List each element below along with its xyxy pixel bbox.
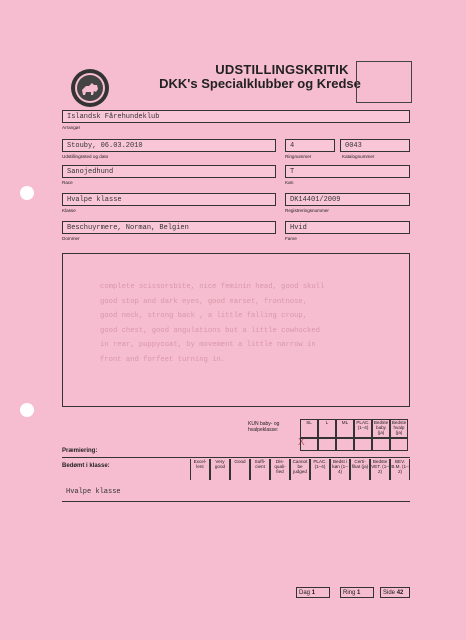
side-label: Side — [383, 590, 396, 596]
punch-hole-top — [20, 186, 34, 200]
kun-col-cell[interactable] — [318, 438, 336, 451]
arrangor-field[interactable]: Islandsk Fårehundeklub — [62, 110, 410, 123]
punch-hole-bottom — [20, 403, 34, 417]
grade-col-header: Cannot be judged — [290, 459, 310, 480]
sted-dato-label: Udstillingssted og dato — [62, 154, 109, 159]
bedomt-label: Bedømt i klasse: — [62, 463, 110, 469]
klasse-field[interactable]: Hvalpe klasse — [62, 193, 276, 206]
kun-mark: X — [298, 437, 305, 448]
grade-col-header: Dis-quali-fied — [270, 459, 290, 480]
kun-col-header: Bedste baby (ja) — [372, 419, 390, 438]
grade-col-header: Very good — [210, 459, 230, 480]
kon-field[interactable]: T — [285, 165, 410, 178]
footer-ring — [340, 587, 374, 598]
kun-col-header: PLAC. (1–4) — [354, 419, 372, 438]
grade-col-header: PLAC. (1–4) — [310, 459, 330, 480]
kun-col-header: SL — [300, 419, 318, 438]
sted-dato-field[interactable]: Stouby, 06.03.2010 — [62, 139, 276, 152]
race-label: Race — [62, 180, 73, 185]
grade-col-header: BEV. B.M. (1–2) — [390, 459, 410, 480]
kun-col-header: ML — [336, 419, 354, 438]
farve-label: Farve — [285, 236, 297, 241]
ring-value: 1 — [357, 590, 361, 596]
kun-col-cell[interactable] — [390, 438, 408, 451]
grade-col-header: Excel-lent — [190, 459, 210, 480]
praemiering-label: Præmiering: — [62, 448, 98, 454]
katalognummer-label: Katalognummer — [342, 154, 375, 159]
ringnummer-label: Ringnummer — [285, 154, 312, 159]
footer-side — [380, 587, 410, 598]
klasse-label: Klasse — [62, 208, 76, 213]
kun-col-cell[interactable] — [372, 438, 390, 451]
dkk-logo-icon — [70, 68, 110, 108]
bedomt-value[interactable]: Hvalpe klasse — [66, 488, 121, 496]
arrangor-label: Arrangør — [62, 125, 81, 130]
ring-label: Ring — [343, 590, 356, 596]
bedomt-line — [62, 501, 410, 502]
kun-col-header: L — [318, 419, 336, 438]
dag-label: Dag — [299, 590, 311, 596]
document-subtitle: DKK's Specialklubber og Kredse — [159, 76, 361, 91]
dag-value: 1 — [311, 590, 316, 596]
kun-col-header: Bedste hvalp (ja) — [390, 419, 408, 438]
grade-col-header: Certi-fikat (ja) — [350, 459, 370, 480]
side-value: 42 — [396, 590, 404, 596]
registrering-field[interactable]: DK14401/2009 — [285, 193, 410, 206]
document-title: UDSTILLINGSKRITIK — [215, 62, 349, 77]
grade-col-header: Bedst i køn (1–4) — [330, 459, 350, 480]
grade-col-header: Suffi-cient — [250, 459, 270, 480]
grade-col-header: Good — [230, 459, 250, 480]
kun-col-cell[interactable] — [336, 438, 354, 451]
race-field[interactable]: Sanojedhund — [62, 165, 276, 178]
critique-text: complete scissorsbite, nice feminin head, good skull good stop and dark eyes, good earset, frontnose, good neck, strong back , a little falling croup, good chest, good angulations but a little cowhocked in rear, puppycoat, by movement a little narrow in front and forfeet turning in. — [100, 283, 325, 364]
farve-field[interactable]: Hvid — [285, 221, 410, 234]
ringnummer-field[interactable]: 4 — [285, 139, 335, 152]
stamp-box — [356, 61, 412, 103]
footer-dag — [296, 587, 330, 598]
kun-col-cell[interactable] — [354, 438, 372, 451]
grade-col-header: Bedste VET. (1–2) — [370, 459, 390, 480]
katalognummer-field[interactable]: 0043 — [340, 139, 410, 152]
dommer-field[interactable]: Beschuyrmere, Norman, Belgien — [62, 221, 276, 234]
kun-col-cell[interactable] — [300, 438, 318, 451]
kun-label: KUN baby- og hvalpeklasse: — [248, 421, 280, 433]
registrering-label: Registreringsnummer — [285, 208, 329, 213]
dommer-label: Dommer — [62, 236, 80, 241]
kon-label: Køn — [285, 180, 294, 185]
praemiering-divider — [62, 457, 410, 458]
